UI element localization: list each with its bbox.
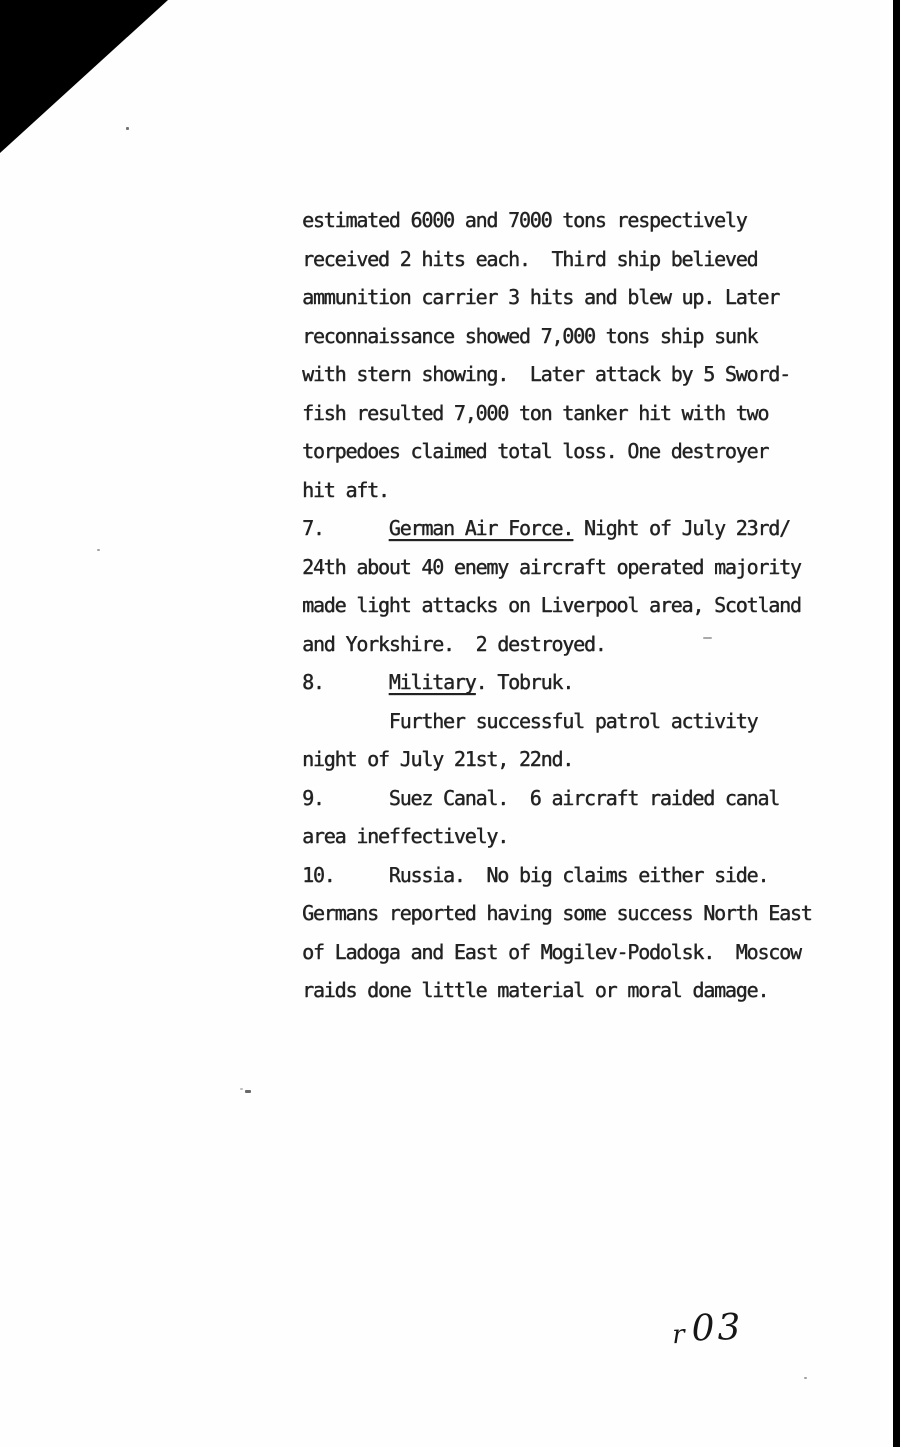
typed-line — [302, 240, 812, 279]
typed-segment: of Ladoga and East of Mogilev-Podolsk. Moscow — [302, 939, 801, 964]
typed-line — [302, 702, 812, 741]
typed-segment: Night of July 23rd/ — [573, 516, 790, 540]
typed-segment: area ineffectively. — [302, 824, 508, 848]
typed-line — [302, 779, 812, 818]
typed-line — [302, 509, 812, 548]
typed-segment: hit aft. — [302, 477, 389, 502]
typed-line — [302, 586, 812, 625]
typed-segment: 8. — [302, 670, 389, 694]
typed-segment: reconnaissance showed 7,000 tons ship sunk — [302, 323, 758, 348]
typed-segment: with stern showing. Later attack by 5 Sword- — [302, 362, 790, 386]
typed-segment: estimated 6000 and 7000 tons respectively — [302, 208, 747, 232]
typed-line — [302, 548, 812, 587]
typed-line — [302, 355, 812, 394]
scan-edge-artifact — [893, 0, 900, 1447]
typed-segment: fish resulted 7,000 ton tanker hit with two — [302, 400, 769, 425]
typed-segment: and Yorkshire. 2 destroyed. — [302, 631, 606, 656]
typed-segment: 10. Russia. No big claims either side. — [302, 862, 769, 887]
handwritten-mark — [671, 1307, 744, 1350]
scan-speck — [245, 1090, 251, 1093]
handwritten-number: 03 — [690, 1306, 745, 1350]
typed-line — [302, 201, 812, 240]
typed-line — [302, 432, 812, 471]
scan-speck — [97, 549, 100, 551]
underlined-heading: Military — [388, 670, 476, 694]
scan-speck — [804, 1377, 807, 1379]
typed-line — [302, 625, 812, 664]
typed-line — [302, 740, 812, 779]
typed-line — [302, 663, 812, 702]
typed-segment: ammunition carrier 3 hits and blew up. Later — [302, 285, 780, 309]
typed-line — [302, 394, 812, 433]
typed-text-block — [302, 201, 812, 1010]
typed-segment: night of July 21st, 22nd. — [302, 747, 574, 771]
scan-speck — [703, 637, 712, 639]
typed-line — [302, 971, 812, 1010]
typed-segment: Further successful patrol activity — [302, 708, 758, 733]
typed-segment: received 2 hits each. Third ship believed — [302, 246, 758, 271]
typed-line — [302, 278, 812, 317]
typed-segment: raids done little material or moral damage. — [302, 978, 769, 1002]
typed-line — [302, 894, 812, 933]
typed-segment: 7. — [302, 516, 389, 540]
underlined-heading: German Air Force. — [388, 516, 574, 540]
typed-segment: 9. Suez Canal. 6 aircraft raided canal — [302, 785, 780, 810]
typed-segment: torpedoes claimed total loss. One destroyer — [302, 439, 769, 463]
handwritten-prefix: r — [671, 1319, 688, 1351]
corner-fold-artifact — [0, 0, 168, 153]
typed-segment: 24th about 40 enemy aircraft operated majority — [302, 554, 801, 579]
typed-segment: . Tobruk. — [475, 670, 574, 694]
typed-segment: Germans reported having some success North East — [302, 901, 812, 925]
scan-speck — [240, 1088, 243, 1090]
typed-line — [302, 317, 812, 356]
typed-line — [302, 856, 812, 895]
scan-speck — [126, 127, 129, 130]
typed-segment: made light attacks on Liverpool area, Scotland — [302, 593, 801, 617]
typed-line — [302, 471, 812, 510]
typed-line — [302, 933, 812, 972]
typed-line — [302, 817, 812, 856]
